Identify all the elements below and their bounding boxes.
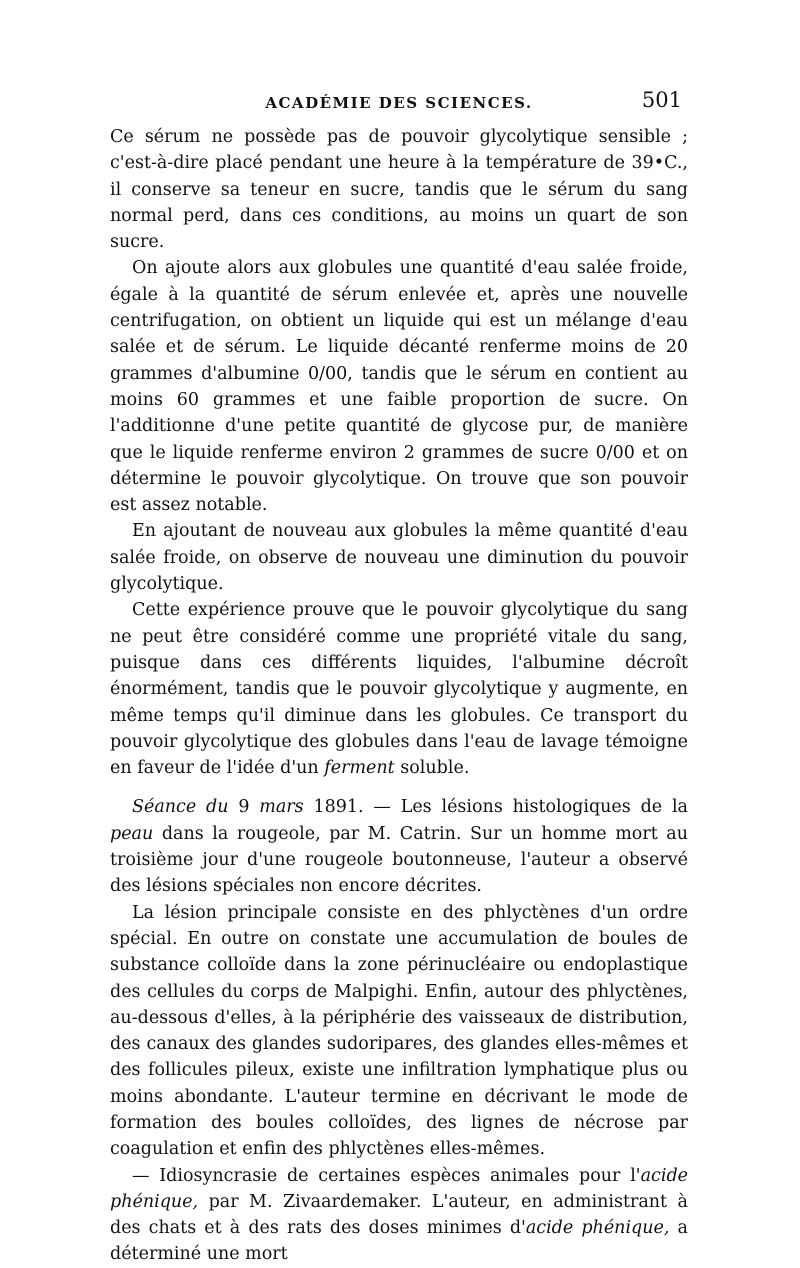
paragraph-salt-water xyxy=(110,255,688,518)
paragraph-idiosyncrasy-start: — Idiosyncrasie de certaines espèces animales pour l' xyxy=(132,1165,641,1186)
paragraph-serum-text: Ce sérum ne possède pas de pouvoir glycolytique sensible ; c'est-à-dire placé pendant une heure à la température de 39•C., il conserve sa teneur en sucre, tandis que le sérum du sang normal perd, dans ces conditions, au moins un quart de son sucre. xyxy=(110,127,688,253)
paragraph-second-wash xyxy=(110,518,688,597)
paragraph-idiosyncrasy-end: a déterminé une mort xyxy=(110,1218,688,1265)
book-page xyxy=(110,88,688,1268)
running-title: ACADÉMIE DES SCIENCES. xyxy=(265,94,533,112)
italic-peau: peau xyxy=(110,823,154,844)
session-text-end: dans la rougeole, par M. Catrin. Sur un homme mort au troisième jour d'une rougeole boutonneuse, l'auteur a observé des lésions spéciales non encore décrites. xyxy=(110,823,688,897)
session-text: 1891. — Les lésions histologiques de la xyxy=(303,797,688,818)
paragraph-session-heading xyxy=(110,794,688,899)
paragraph-second-wash-text: En ajoutant de nouveau aux globules la même quantité d'eau salée froide, on observe de nouveau une diminution du pouvoir glycolytique. xyxy=(110,521,688,595)
session-label: Séance du xyxy=(132,797,229,818)
paragraph-serum xyxy=(110,124,688,255)
paragraph-idiosyncrasy-mid: par M. Zivaardemaker. L'auteur, en administrant à des chats et à des rats des doses minimes d' xyxy=(110,1191,688,1239)
paragraph-idiosyncrasy xyxy=(110,1163,688,1268)
paragraph-salt-water-text: On ajoute alors aux globules une quantité d'eau salée froide, égale à la quantité de sérum enlevée et, après une nouvelle centrifugation, on obtient un liquide qui est un mélange d'eau salée et de sérum. Le liquide décanté renferme moins de 20 grammes d'albumine 0/00, tandis que le sérum en contient au moins 60 grammes et une faible proportion de sucre. On l'additionne d'une petite quantité de glycose pur, de manière que le liquide renferme environ 2 grammes de sucre 0/00 et on détermine le pouvoir glycolytique. On trouve que son pouvoir est assez notable. xyxy=(110,258,688,516)
page-number: 501 xyxy=(641,88,682,112)
session-month: mars xyxy=(259,797,304,818)
page-header xyxy=(110,88,688,118)
paragraph-conclusion xyxy=(110,597,688,781)
paragraph-conclusion-text: Cette expérience prouve que le pouvoir glycolytique du sang ne peut être considéré comme une propriété vitale du sang, puisque dans ces différents liquides, l'albumine décroît énormément, tandis que le pouvoir glycolytique y augmente, en même temps qu'il diminue dans les globules. Ce transport du pouvoir glycolytique des globules dans l'eau de lavage témoigne en faveur de l'idée d'un xyxy=(110,600,688,779)
paragraph-lesions-text: La lésion principale consiste en des phlyctènes d'un ordre spécial. En outre on constate une accumulation de boules de substance colloïde dans la zone périnucléaire ou endoplastique des cellules du corps de Malpighi. Enfin, autour des phlyctènes, au-dessous d'elles, à la périphérie des vaisseaux de distribution, des canaux des glandes sudoripares, des glandes elles-mêmes et des follicules pileux, existe une infiltration lymphatique plus ou moins abondante. L'auteur termine en décrivant le mode de formation des boules colloïdes, des lignes de nécrose par coagulation et enfin des phlyctènes elles-mêmes. xyxy=(110,902,688,1160)
italic-acide-phenique-2: acide phénique, xyxy=(525,1218,670,1239)
session-day: 9 xyxy=(228,797,260,818)
paragraph-lesions xyxy=(110,900,688,1163)
italic-acide-phenique-1: acide phénique, xyxy=(110,1165,688,1212)
italic-ferment: ferment xyxy=(324,758,395,779)
paragraph-conclusion-end: soluble. xyxy=(394,758,470,779)
